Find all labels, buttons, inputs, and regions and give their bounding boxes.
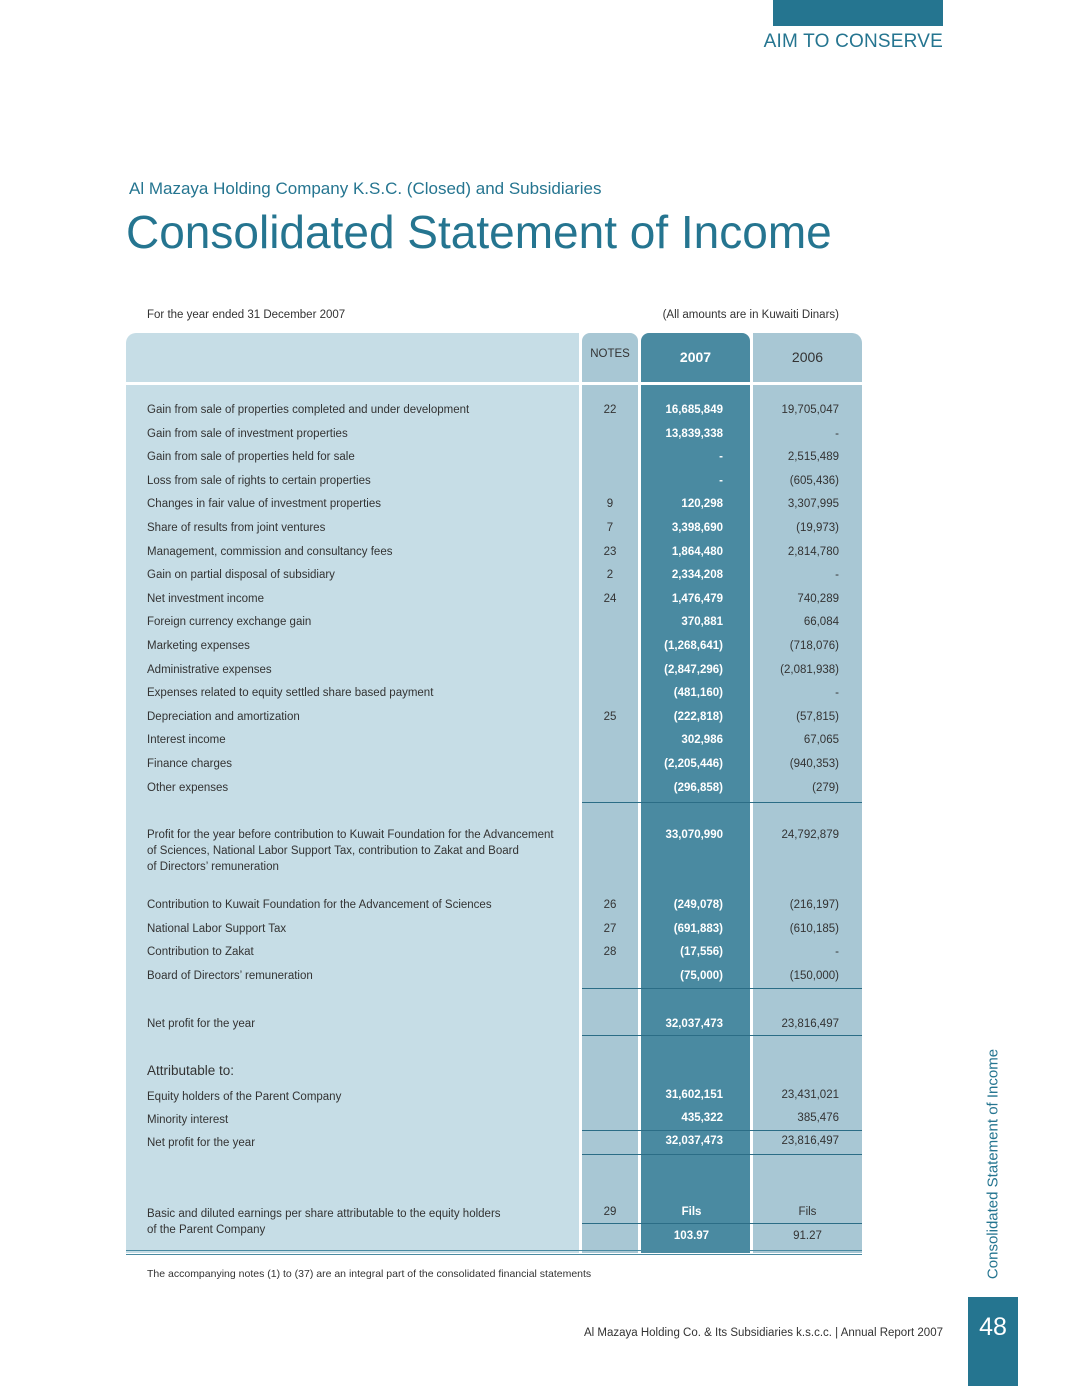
income-line-row xyxy=(0,520,1065,542)
subtotal-separator xyxy=(582,802,862,803)
attributable-net-2006: 23,816,497 xyxy=(781,1135,839,1147)
net-profit-row xyxy=(0,1016,1065,1038)
footer-text: Al Mazaya Holding Co. & Its Subsidiaries k.s.c.c. | Annual Report 2007 xyxy=(583,1327,943,1339)
deduction-line-label: Board of Directors’ remuneration xyxy=(147,969,313,982)
income-line-label: Gain from sale of investment properties xyxy=(147,427,348,440)
profit-before-line1: Profit for the year before contribution to Kuwait Foundation for the Advancement xyxy=(147,829,554,841)
income-line-value-2007: 1,476,479 xyxy=(671,592,723,605)
minority-interest-row xyxy=(0,1110,1065,1132)
attributable-net-row xyxy=(0,1133,1065,1155)
income-line-value-2006: (605,436) xyxy=(789,474,839,487)
footnote: The accompanying notes (1) to (37) are an integral part of the consolidated financial statements xyxy=(147,1268,592,1280)
income-line-value-2006: 2,814,780 xyxy=(787,545,839,558)
eps-unit-2007: Fils xyxy=(681,1206,702,1218)
net-profit-2007: 32,037,473 xyxy=(665,1018,723,1030)
profit-before-line2: of Sciences, National Labor Support Tax, contribution to Zakat and Board xyxy=(147,845,519,857)
income-line-label: Loss from sale of rights to certain properties xyxy=(147,474,371,487)
income-line-value-2007: - xyxy=(719,451,723,464)
equity-holders-2006: 23,431,021 xyxy=(781,1089,839,1101)
attributable-net-label: Net profit for the year xyxy=(147,1137,256,1149)
income-line-row xyxy=(0,402,1065,424)
income-line-label: Gain from sale of properties held for sale xyxy=(147,451,355,464)
income-line-note: 22 xyxy=(603,404,617,416)
income-line-row xyxy=(0,544,1065,566)
income-line-row xyxy=(0,496,1065,518)
income-line-note: 25 xyxy=(603,710,617,723)
profit-before-label xyxy=(147,827,577,875)
eps-label-line1: Basic and diluted earnings per share attributable to the equity holders xyxy=(147,1208,501,1220)
deduction-line-value-2006: - xyxy=(835,946,839,959)
income-line-value-2006: 19,705,047 xyxy=(781,404,839,416)
income-line-value-2007: (481,160) xyxy=(673,687,723,700)
deduction-line-label: National Labor Support Tax xyxy=(147,922,287,935)
income-line-row xyxy=(0,614,1065,636)
deduction-line-note: 28 xyxy=(603,946,617,959)
income-line-row xyxy=(0,732,1065,754)
income-line-row xyxy=(0,685,1065,707)
currency-note: (All amounts are in Kuwaiti Dinars) xyxy=(662,309,839,321)
header-accent-bar xyxy=(773,0,943,26)
notes-column-header: NOTES xyxy=(590,348,630,360)
income-line-value-2007: (1,268,641) xyxy=(664,640,723,652)
income-line-label: Foreign currency exchange gain xyxy=(147,616,312,629)
income-line-label: Marketing expenses xyxy=(147,640,250,652)
deduction-line-note: 27 xyxy=(603,922,617,935)
income-line-value-2006: - xyxy=(835,569,839,582)
attributable-heading: Attributable to: xyxy=(147,1063,235,1078)
eps-label-line2: of the Parent Company xyxy=(147,1224,266,1236)
profit-before-2006: 24,792,879 xyxy=(781,829,839,841)
table-bottom-line xyxy=(126,1250,862,1251)
income-line-note: 9 xyxy=(606,498,614,511)
deduction-line-value-2007: (17,556) xyxy=(680,946,723,959)
eps-value-2007: 103.97 xyxy=(673,1230,710,1242)
income-line-value-2007: 370,881 xyxy=(681,616,723,629)
income-line-label: Gain on partial disposal of subsidiary xyxy=(147,569,335,582)
income-line-row xyxy=(0,591,1065,613)
eps-value-2006: 91.27 xyxy=(793,1230,822,1242)
income-line-note: 24 xyxy=(603,592,617,605)
income-line-label: Expenses related to equity settled share based payment xyxy=(147,687,434,700)
income-line-label: Share of results from joint ventures xyxy=(147,522,326,534)
income-line-value-2006: (940,353) xyxy=(789,758,839,770)
income-line-label: Net investment income xyxy=(147,592,264,605)
deduction-line-row xyxy=(0,968,1065,990)
income-line-value-2007: 2,334,208 xyxy=(671,569,723,582)
income-line-value-2006: (57,815) xyxy=(796,710,839,723)
income-line-row xyxy=(0,473,1065,495)
income-line-value-2006: 2,515,489 xyxy=(787,451,839,464)
income-line-label: Administrative expenses xyxy=(147,663,272,676)
income-line-row xyxy=(0,567,1065,589)
profit-before-2007: 33,070,990 xyxy=(665,829,723,841)
deduction-line-label: Contribution to Zakat xyxy=(147,946,254,959)
income-line-row xyxy=(0,449,1065,471)
deduction-line-value-2007: (691,883) xyxy=(673,922,723,935)
income-line-row xyxy=(0,662,1065,684)
eps-value-row xyxy=(0,1228,1065,1250)
income-line-note: 7 xyxy=(606,522,614,534)
header-divider xyxy=(126,382,862,385)
income-line-value-2007: (296,858) xyxy=(673,781,723,794)
deduction-line-row xyxy=(0,897,1065,919)
profit-before-row xyxy=(0,827,1065,873)
income-line-label: Finance charges xyxy=(147,758,233,770)
income-line-value-2006: (2,081,938) xyxy=(780,663,839,676)
income-line-row xyxy=(0,638,1065,660)
page-number: 48 xyxy=(979,1313,1007,1341)
deduction-line-value-2007: (75,000) xyxy=(680,969,723,982)
year-2006-column-header: 2006 xyxy=(791,349,824,365)
income-line-label: Management, commission and consultancy fees xyxy=(147,545,393,558)
income-line-value-2007: 3,398,690 xyxy=(671,522,723,534)
minority-interest-label: Minority interest xyxy=(147,1114,229,1126)
income-line-value-2006: (718,076) xyxy=(789,640,839,652)
income-line-value-2007: (2,205,446) xyxy=(664,758,723,770)
income-line-row xyxy=(0,709,1065,731)
deduction-line-value-2006: (610,185) xyxy=(789,922,839,935)
eps-unit-2006: Fils xyxy=(798,1206,817,1218)
income-line-value-2006: - xyxy=(835,687,839,700)
income-line-value-2006: (19,973) xyxy=(796,522,839,534)
table-bottom-line-2 xyxy=(126,1254,862,1255)
minority-interest-2006: 385,476 xyxy=(797,1112,839,1124)
period-label: For the year ended 31 December 2007 xyxy=(147,309,346,321)
deduction-line-row xyxy=(0,944,1065,966)
income-line-value-2006: 66,084 xyxy=(803,616,839,629)
page-title: Consolidated Statement of Income xyxy=(126,206,832,258)
income-line-row xyxy=(0,756,1065,778)
income-line-value-2007: 120,298 xyxy=(681,498,723,511)
eps-note: 29 xyxy=(603,1206,617,1218)
equity-holders-row xyxy=(0,1087,1065,1109)
income-line-label: Other expenses xyxy=(147,781,229,794)
equity-holders-label: Equity holders of the Parent Company xyxy=(147,1091,342,1103)
income-line-label: Interest income xyxy=(147,734,226,747)
income-line-note: 23 xyxy=(603,545,617,558)
equity-holders-2007: 31,602,151 xyxy=(665,1089,723,1101)
income-line-value-2006: - xyxy=(835,427,839,440)
deduction-line-row xyxy=(0,921,1065,943)
income-line-value-2007: (2,847,296) xyxy=(664,663,723,676)
side-section-title: Consolidated Statement of Income xyxy=(984,1048,1002,1280)
deduction-line-label: Contribution to Kuwait Foundation for the Advancement of Sciences xyxy=(147,899,492,911)
attributable-net-2007: 32,037,473 xyxy=(665,1135,723,1147)
income-line-value-2006: 67,065 xyxy=(803,734,839,747)
deduction-line-value-2006: (216,197) xyxy=(789,899,839,911)
income-line-value-2006: (279) xyxy=(812,781,839,794)
income-line-value-2006: 740,289 xyxy=(797,592,839,605)
income-line-value-2007: 1,864,480 xyxy=(671,545,723,558)
deduction-line-value-2007: (249,078) xyxy=(673,899,723,911)
income-line-label: Changes in fair value of investment properties xyxy=(147,498,381,511)
income-line-value-2007: 13,839,338 xyxy=(665,427,723,440)
income-line-value-2006: 3,307,995 xyxy=(787,498,839,511)
income-line-label: Depreciation and amortization xyxy=(147,710,300,723)
year-2007-column-header: 2007 xyxy=(679,349,712,365)
deduction-line-note: 26 xyxy=(603,899,617,911)
profit-before-line3: of Directors’ remuneration xyxy=(147,861,279,873)
income-line-row xyxy=(0,426,1065,448)
income-line-value-2007: 302,986 xyxy=(681,734,723,747)
income-line-row xyxy=(0,780,1065,802)
income-line-value-2007: 16,685,849 xyxy=(665,404,723,416)
income-line-note: 2 xyxy=(606,569,614,582)
net-profit-label: Net profit for the year xyxy=(147,1018,256,1030)
income-line-value-2007: (222,818) xyxy=(673,710,723,723)
income-line-label: Gain from sale of properties completed and under development xyxy=(147,404,470,416)
income-line-value-2007: - xyxy=(719,474,723,487)
company-name: Al Mazaya Holding Company K.S.C. (Closed) and Subsidiaries xyxy=(129,179,602,198)
net-profit-2006: 23,816,497 xyxy=(781,1018,839,1030)
minority-interest-2007: 435,322 xyxy=(681,1112,723,1124)
header-tagline: AIM TO CONSERVE xyxy=(763,31,943,52)
deduction-line-value-2006: (150,000) xyxy=(789,969,839,982)
